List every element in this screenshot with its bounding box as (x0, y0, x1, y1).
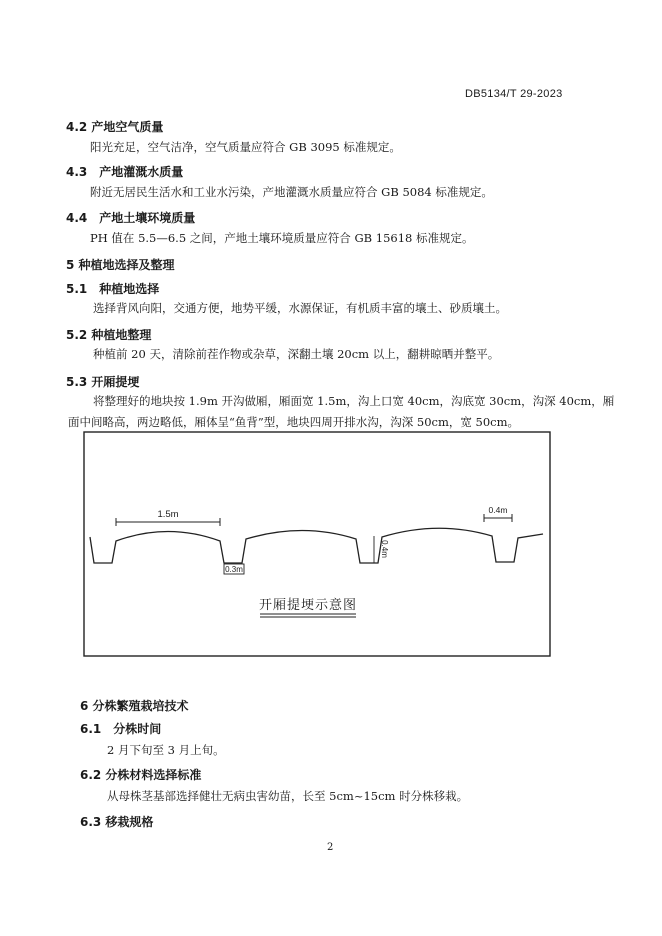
figure-caption: 开厢提埂示意图 (258, 598, 358, 613)
section-heading-5-3: 5.3 开厢提埂 (66, 375, 140, 389)
figure-frame (84, 432, 550, 656)
ridge-diagram (82, 430, 554, 660)
section-body-5-3-line1: 将整理好的地块按 1.9m 开沟做厢，厢面宽 1.5m，沟上口宽 40cm，沟底宽 30cm，沟深 40cm，厢 (93, 394, 615, 408)
page-number: 2 (327, 842, 334, 853)
section-body-4-4: PH 值在 5.5—6.5 之间，产地土壤环境质量应符合 GB 15618 标准规定。 (90, 231, 474, 245)
section-body-4-2: 阳光充足，空气洁净，空气质量应符合 GB 3095 标准规定。 (90, 140, 401, 154)
section-body-5-1: 选择背风向阳，交通方便，地势平缓，水源保证，有机质丰富的壤土、砂质壤土。 (93, 301, 507, 315)
section-heading-5-1: 5.1 种植地选择 (66, 282, 160, 296)
document-code: DB5134/T 29-2023 (465, 88, 563, 100)
section-body-5-2: 种植前 20 天，清除前茬作物或杂草，深翻土壤 20cm 以上，翻耕晾晒并整平。 (93, 347, 500, 361)
section-heading-4-3: 4.3 产地灌溉水质量 (66, 165, 184, 179)
section-body-6-1: 2 月下旬至 3 月上旬。 (107, 743, 225, 757)
section-heading-6-2: 6.2 分株材料选择标准 (80, 768, 202, 782)
section-heading-4-4: 4.4 产地土壤环境质量 (66, 211, 196, 225)
section-body-5-3-line2: 面中间略高，两边略低，厢体呈“鱼背”型，地块四周开排水沟，沟深 50cm，宽 50cm。 (68, 415, 520, 429)
section-heading-6-1: 6.1 分株时间 (80, 722, 162, 736)
label-ditch-depth: 0.4m (380, 540, 389, 558)
section-heading-5-2: 5.2 种植地整理 (66, 328, 152, 342)
section-heading-5: 5 种植地选择及整理 (66, 258, 175, 272)
section-body-6-2: 从母株茎基部选择健壮无病虫害幼苗，长至 5cm~15cm 时分株移栽。 (107, 789, 469, 803)
section-heading-6-3: 6.3 移栽规格 (80, 815, 154, 829)
label-ditch-bottom: 0.3m (225, 565, 243, 574)
label-bed-width: 1.5m (157, 509, 179, 520)
section-heading-6: 6 分株繁殖栽培技术 (80, 699, 189, 713)
section-heading-4-2: 4.2 产地空气质量 (66, 120, 164, 134)
section-body-4-3: 附近无居民生活水和工业水污染，产地灌溉水质量应符合 GB 5084 标准规定。 (90, 185, 493, 199)
label-ditch-top: 0.4m (488, 505, 508, 515)
ground-profile (90, 528, 543, 563)
